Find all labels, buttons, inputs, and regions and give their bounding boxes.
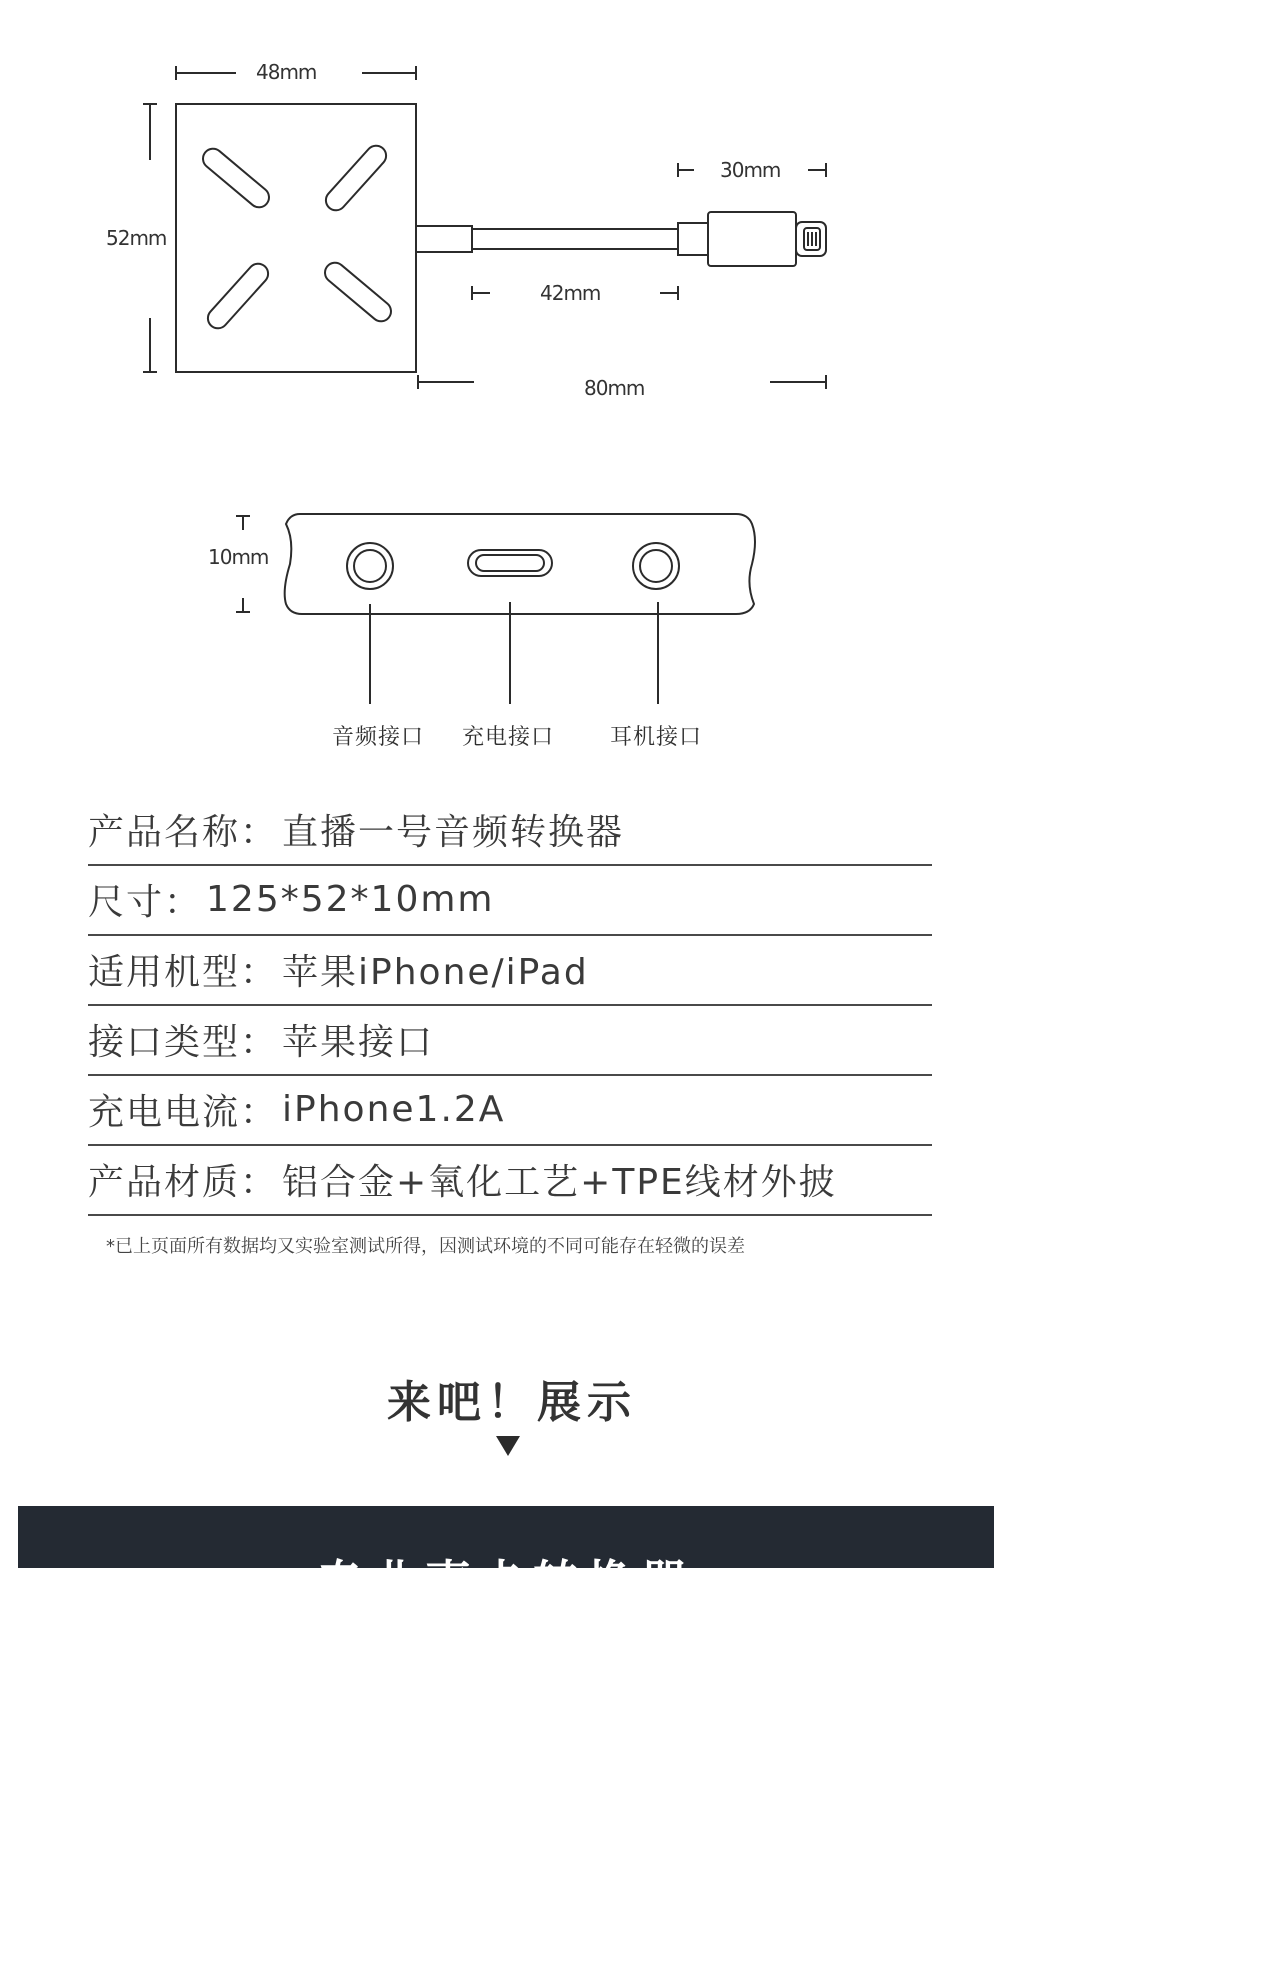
side-view-diagram (0, 500, 1024, 720)
charging-port-label: 充电接口 (462, 725, 555, 750)
spec-value: 苹果iPhone/iPad (282, 951, 589, 993)
cable-dimension-label: 42mm (540, 281, 601, 305)
spec-value: 苹果接口 (282, 1021, 435, 1063)
headphone-port-label: 耳机接口 (610, 725, 703, 750)
spec-row-compatible-models (88, 934, 932, 1006)
disclaimer-footnote: *已上页面所有数据均又实验室测试所得，因测试环境的不同可能存在轻微的误差 (106, 1236, 745, 1257)
audio-port-label: 音频接口 (332, 725, 425, 750)
triangle-down-icon (496, 1436, 520, 1456)
spec-key: 适用机型： (88, 951, 279, 993)
width-dimension-label: 48mm (256, 60, 317, 84)
spec-key: 充电电流： (88, 1091, 279, 1133)
spec-value: iPhone1.2A (282, 1088, 506, 1130)
spec-key: 产品材质： (88, 1161, 279, 1203)
showcase-title: 来吧！展示 (387, 1377, 637, 1428)
spec-row-charging-current (88, 1074, 932, 1146)
spec-value: 直播一号音频转换器 (282, 811, 625, 853)
top-view-diagram (0, 0, 1024, 420)
spec-value: 125*52*10mm (206, 878, 495, 920)
thickness-dimension-label: 10mm (208, 545, 269, 569)
spec-key: 产品名称： (88, 811, 279, 853)
banner-title: 专业声卡转换器 (317, 1555, 695, 1609)
spec-row-material (88, 1144, 932, 1216)
spec-row-product-name (88, 794, 932, 866)
section-banner (18, 1506, 994, 1609)
height-dimension-label: 52mm (106, 226, 167, 250)
spec-value: 铝合金+氧化工艺+TPE线材外披 (282, 1161, 837, 1203)
spec-key: 尺寸： (88, 881, 203, 923)
spec-row-size (88, 864, 932, 936)
spec-row-interface-type (88, 1004, 932, 1076)
plug-dimension-label: 30mm (720, 158, 781, 182)
total-dimension-label: 80mm (584, 376, 645, 400)
spec-key: 接口类型： (88, 1021, 279, 1063)
